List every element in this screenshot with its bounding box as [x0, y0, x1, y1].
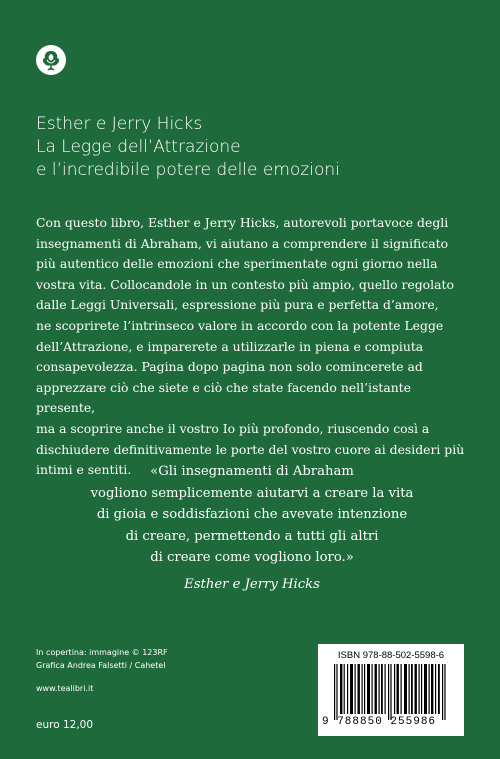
quote-author: Esther e Jerry Hicks — [184, 576, 320, 592]
quote-line: di gioia e soddisfazioni che avevate intenzione — [96, 507, 408, 523]
quote-line: di creare, permettendo a tutti gli altri — [125, 528, 379, 544]
description-line: intimi e sentiti. — [36, 462, 132, 478]
description-line: dischiudere definitivamente le porte del vostro cuore ai desideri più — [36, 441, 465, 457]
book-title-line-1: La Legge dell’Attrazione — [36, 137, 241, 157]
description-line: ma a scoprire anche il vostro Io più profondo, riuscendo così a — [36, 420, 430, 436]
description-line: insegnamenti di Abraham, vi aiutano a comprendere il significato — [36, 235, 449, 251]
description-line: vostra vita. Collocandole in un contesto più ampio, quello regolato — [36, 276, 454, 292]
cover-credit: In copertina: immagine © 123RF — [36, 648, 168, 657]
publisher-website: www.tealibri.it — [36, 684, 94, 693]
isbn-barcode — [318, 644, 464, 736]
book-title-line-2: e l’incredibile potere delle emozioni — [36, 160, 340, 180]
author-name: Esther e Jerry Hicks — [36, 114, 203, 134]
price-label: euro 12,00 — [36, 719, 94, 731]
description-line: più autentico delle emozioni che sperimentate ogni giorno nella — [36, 256, 438, 272]
quote-line: vogliono semplicemente aiutarvi a creare la vita — [90, 485, 414, 501]
description-line: apprezzare ciò che siete e ciò che state facendo nell’istante presente, — [36, 379, 411, 416]
barcode-digits: 9 788850 255986 — [322, 716, 437, 728]
description-line: ne scoprirete l’intrinseco valore in accordo con la potente Legge — [36, 317, 444, 333]
isbn-label: ISBN 978-88-502-5598-6 — [337, 650, 445, 661]
description-line: Con questo libro, Esther e Jerry Hicks, autorevoli portavoce degli — [36, 215, 449, 230]
graphics-credit: Grafica Andrea Falsetti / Cahetel — [36, 660, 166, 670]
description-line: dell’Attrazione, e imparerete a utilizzarle in piena e compiuta — [36, 338, 424, 354]
cover-credits — [36, 647, 286, 672]
description-line: consapevolezza. Pagina dopo pagina non solo comincerete ad — [36, 359, 423, 375]
description-line: dalle Leggi Universali, espressione più pura e perfetta d’amore, — [36, 297, 439, 313]
quote-line: di creare come vogliono loro.» — [150, 550, 354, 566]
barcode-bars — [328, 664, 458, 720]
rose-logo-icon — [35, 44, 67, 76]
book-header — [36, 113, 476, 182]
book-description — [36, 213, 468, 481]
quote-line: «Gli insegnamenti di Abraham — [150, 464, 354, 479]
quote-block — [36, 461, 468, 596]
